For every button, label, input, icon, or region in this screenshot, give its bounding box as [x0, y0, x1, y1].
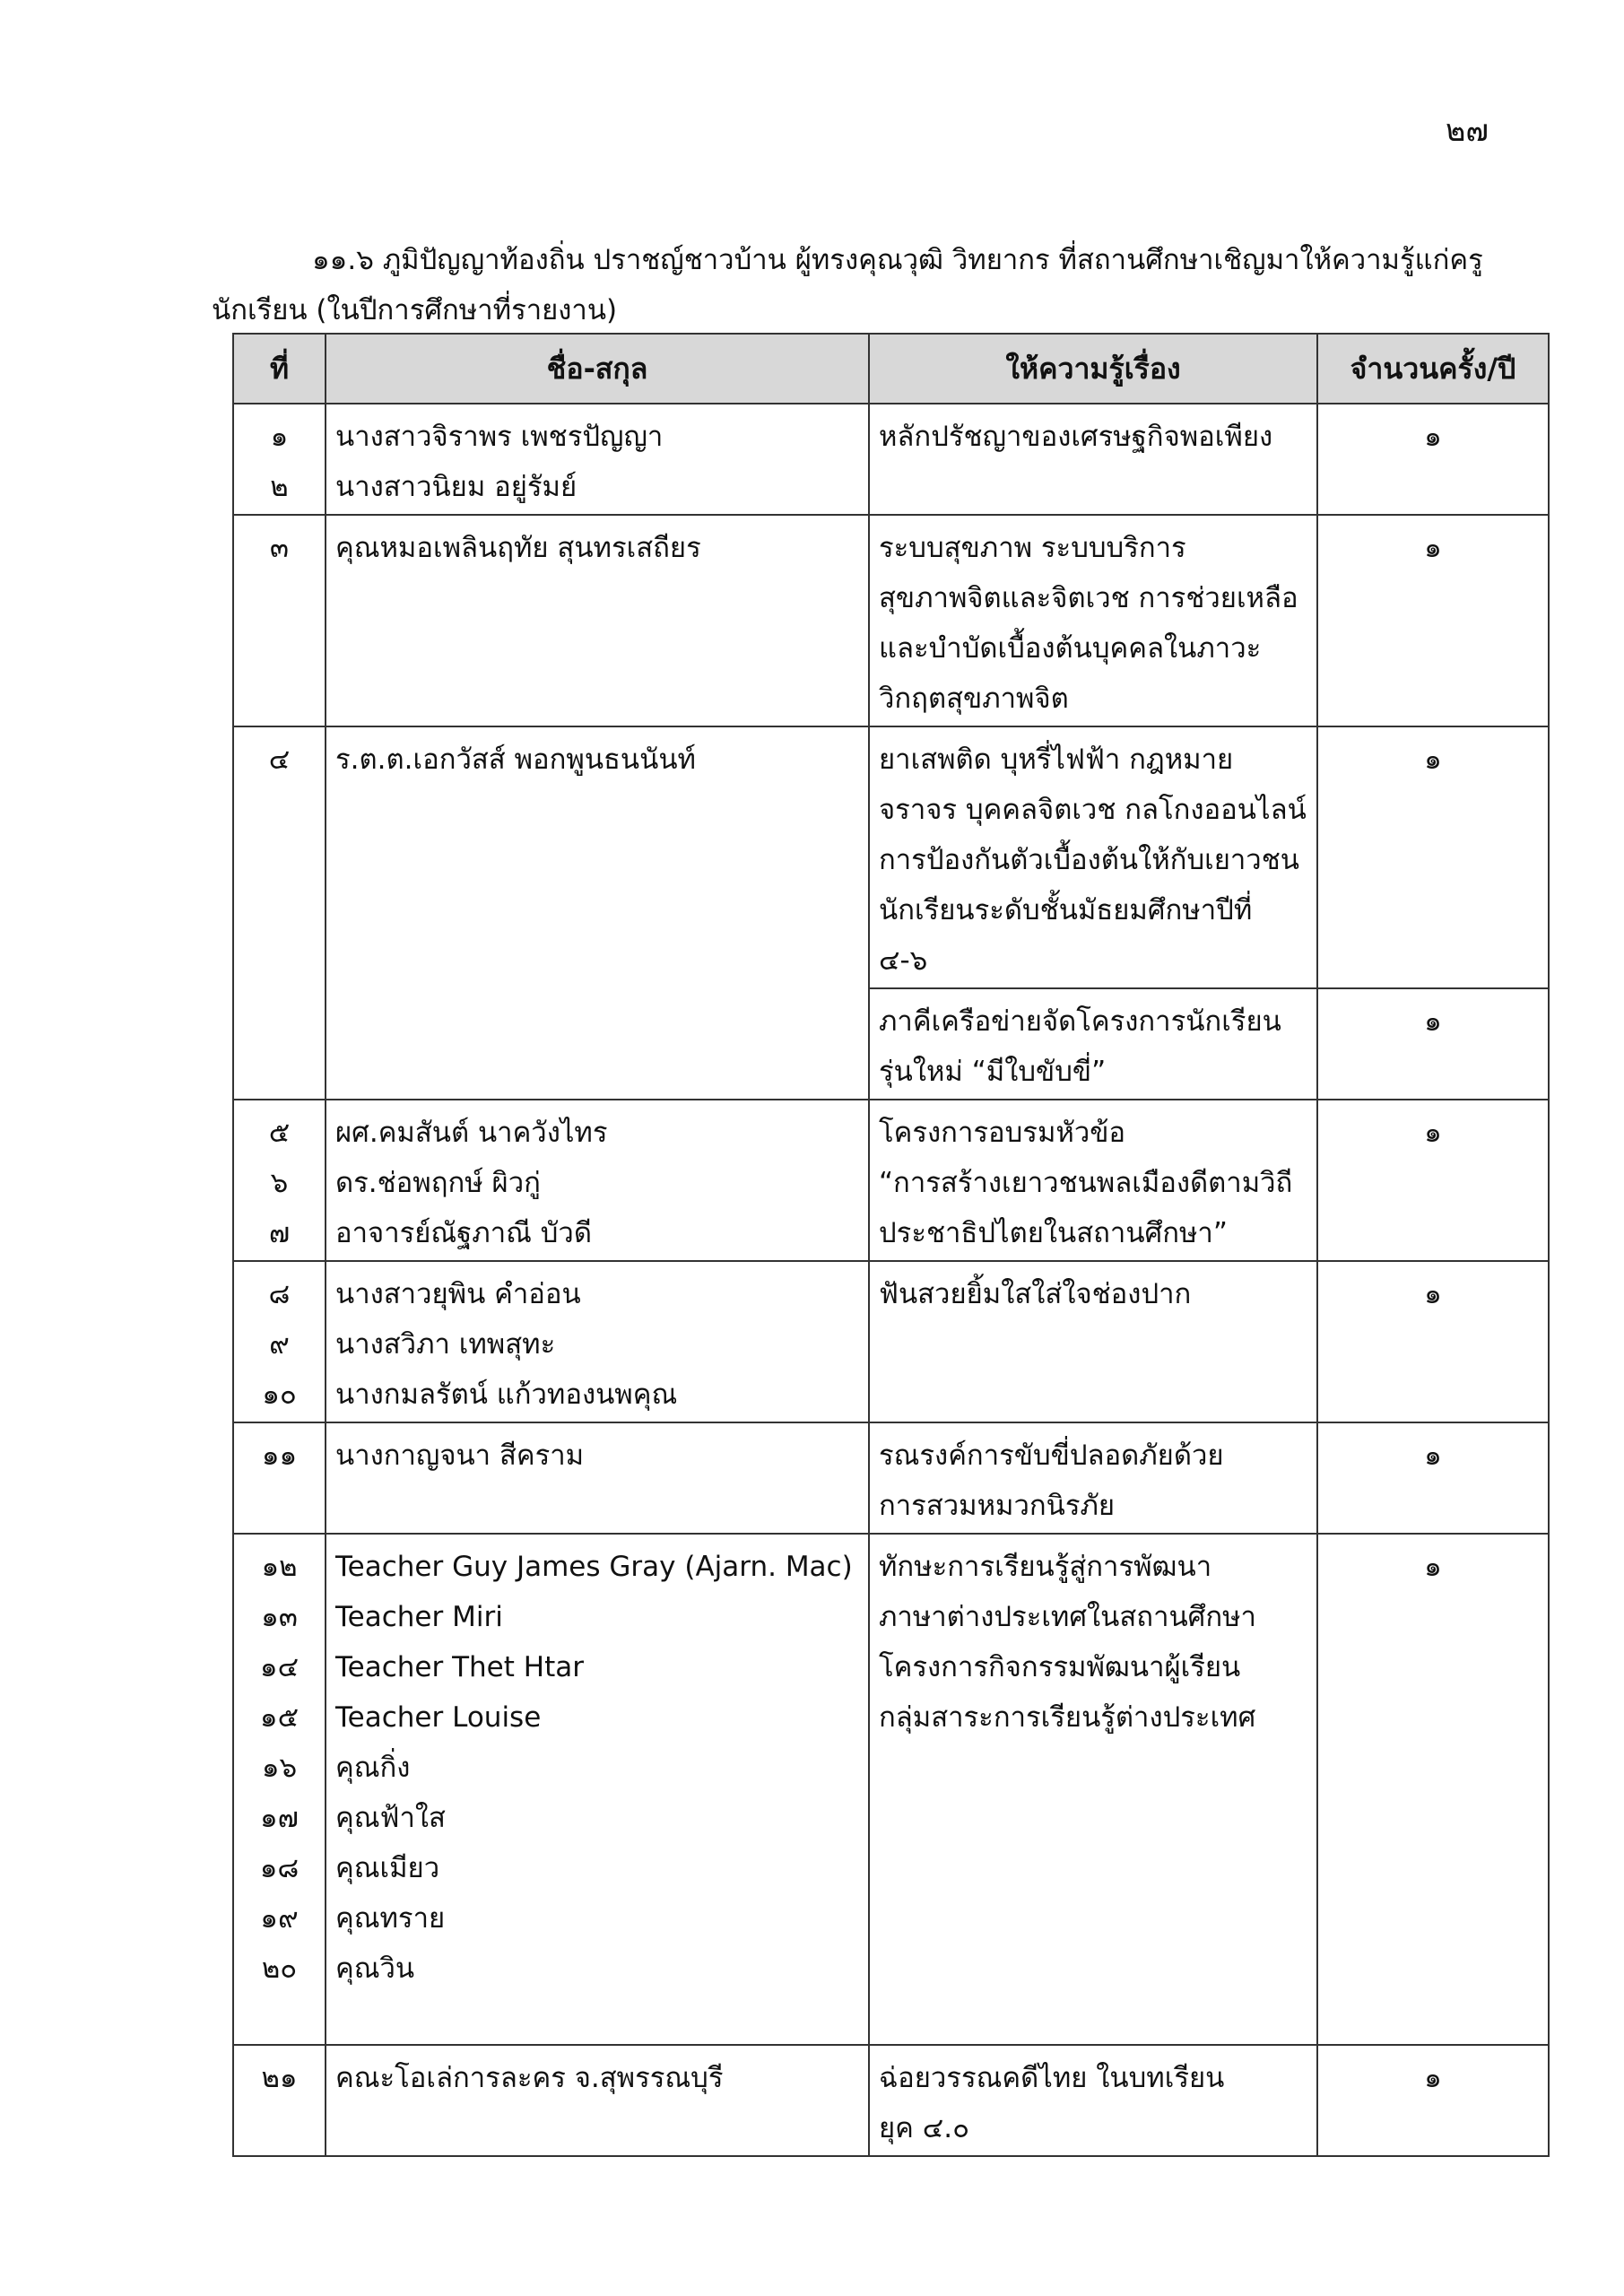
row-names — [326, 1422, 869, 1534]
row-number: ๑๔ — [259, 1651, 300, 1683]
person-name: นางสาวยุพิน คำอ่อน — [335, 1278, 581, 1310]
row-topic — [869, 1534, 1317, 2045]
row-numbers — [233, 1100, 326, 1261]
row-numbers — [233, 1261, 326, 1422]
table-row — [233, 1100, 1549, 1261]
row-number: ๓ — [269, 532, 290, 564]
table-row — [233, 1534, 1549, 2045]
topic-line: ยุค ๔.๐ — [879, 2112, 969, 2144]
row-count: ๑ — [1317, 1422, 1549, 1534]
person-name: ร.ต.ต.เอกวัสส์ พอกพูนธนนันท์ — [335, 744, 696, 776]
row-number: ๒๐ — [261, 1952, 298, 1985]
row-count: ๑ — [1317, 1261, 1549, 1422]
row-names — [326, 1534, 869, 2045]
row-count: ๑ — [1317, 515, 1549, 726]
row-names — [326, 1100, 869, 1261]
row-numbers — [233, 726, 326, 1100]
topic-line: “การสร้างเยาวชนพลเมืองดีตามวิถี — [879, 1167, 1293, 1199]
table-header-row — [233, 334, 1549, 404]
table-row — [233, 2045, 1549, 2156]
person-name: คุณกิ่ง — [335, 1752, 411, 1784]
row-number: ๕ — [268, 1117, 291, 1149]
intro-line-2: นักเรียน (ในปีการศึกษาที่รายงาน) — [212, 294, 618, 326]
row-number: ๖ — [270, 1167, 289, 1199]
row-number: ๙ — [269, 1328, 290, 1361]
header-no: ที่ — [233, 334, 326, 404]
row-number: ๘ — [268, 1278, 291, 1310]
person-name: คุณฟ้าใส — [335, 1802, 446, 1834]
row-topic — [869, 2045, 1317, 2156]
row-number: ๑๒ — [261, 1551, 298, 1583]
person-name: คุณหมอเพลินฤทัย สุนทรเสถียร — [335, 532, 701, 564]
row-number: ๑๗ — [260, 1802, 299, 1834]
row-numbers — [233, 404, 326, 515]
page-number: ๒๗ — [1446, 113, 1489, 149]
topic-line: ๔-๖ — [879, 944, 928, 977]
speakers-table — [232, 333, 1550, 2157]
topic-line: วิกฤตสุขภาพจิต — [879, 683, 1069, 715]
row-number: ๑๓ — [261, 1601, 298, 1633]
person-name: นางสวิภา เทพสุทะ — [335, 1328, 556, 1361]
table-row — [233, 515, 1549, 726]
table-row — [233, 726, 1549, 988]
topic-line: ประชาธิปไตยในสถานศึกษา” — [879, 1217, 1228, 1249]
person-name: คุณทราย — [335, 1902, 446, 1935]
row-topic — [869, 1261, 1317, 1422]
row-names — [326, 404, 869, 515]
topic-line: และบำบัดเบื้องต้นบุคคลในภาวะ — [879, 632, 1262, 665]
topic-line: รณรงค์การขับขี่ปลอดภัยด้วย — [879, 1439, 1224, 1472]
person-name: Teacher Guy James Gray (Ajarn. Mac) — [335, 1551, 853, 1583]
row-names — [326, 726, 869, 1100]
row-topic — [869, 988, 1317, 1100]
row-number: ๒ — [270, 471, 289, 503]
topic-line: รุ่นใหม่ “มีใบขับขี่” — [879, 1056, 1107, 1088]
person-name: คุณเมียว — [335, 1852, 440, 1884]
person-name: อาจารย์ณัฐภาณี บัวดี — [335, 1217, 592, 1249]
row-number: ๒๑ — [261, 2062, 298, 2094]
topic-line: กลุ่มสาระการเรียนรู้ต่างประเทศ — [879, 1701, 1256, 1734]
row-names — [326, 515, 869, 726]
person-name: Teacher Louise — [335, 1701, 542, 1734]
person-name: Teacher Miri — [335, 1601, 503, 1633]
header-count: จำนวนครั้ง/ปี — [1317, 334, 1549, 404]
person-name: คุณวิน — [335, 1952, 415, 1985]
table-body — [233, 404, 1549, 2156]
person-name: คณะโอเล่การละคร จ.สุพรรณบุรี — [335, 2062, 724, 2094]
table-row — [233, 1261, 1549, 1422]
person-name: นางกมลรัตน์ แก้วทองนพคุณ — [335, 1378, 678, 1411]
row-count: ๑ — [1317, 1534, 1549, 2045]
row-numbers — [233, 1534, 326, 2045]
row-number: ๑๕ — [259, 1701, 300, 1734]
row-numbers — [233, 515, 326, 726]
row-number: ๑๑ — [261, 1439, 298, 1472]
topic-line: ฉ่อยวรรณคดีไทย ในบทเรียน — [879, 2062, 1225, 2094]
topic-line: โครงการกิจกรรมพัฒนาผู้เรียน — [879, 1651, 1241, 1683]
intro-line-1: ๑๑.๖ ภูมิปัญญาท้องถิ่น ปราชญ์ชาวบ้าน ผู้ทรงคุณวุฒิ วิทยากร ที่สถานศึกษาเชิญมาให้ความรู้แก่ครู — [312, 244, 1483, 276]
row-numbers — [233, 2045, 326, 2156]
person-name: นางกาญจนา สีคราม — [335, 1439, 585, 1472]
topic-line: ภาคีเครือข่ายจัดโครงการนักเรียน — [879, 1005, 1281, 1038]
row-count: ๑ — [1317, 1100, 1549, 1261]
topic-line: นักเรียนระดับชั้นมัธยมศึกษาปีที่ — [879, 894, 1253, 926]
topic-line: ระบบสุขภาพ ระบบบริการ — [879, 532, 1186, 564]
row-topic — [869, 515, 1317, 726]
topic-line: ทักษะการเรียนรู้สู่การพัฒนา — [879, 1551, 1212, 1583]
person-name: ผศ.คมสันต์ นาควังไทร — [335, 1117, 608, 1149]
row-number: ๑๙ — [260, 1902, 299, 1935]
row-number: ๑ — [270, 421, 289, 453]
topic-line: ภาษาต่างประเทศในสถานศึกษา — [879, 1601, 1256, 1633]
person-name: นางสาวจิราพร เพชรปัญญา — [335, 421, 664, 453]
row-count: ๑ — [1317, 726, 1549, 988]
table-row — [233, 404, 1549, 515]
topic-line: สุขภาพจิตและจิตเวช การช่วยเหลือ — [879, 582, 1298, 614]
topic-line: หลักปรัชญาของเศรษฐกิจพอเพียง — [879, 421, 1273, 453]
topic-line: ฟันสวยยิ้มใสใส่ใจช่องปาก — [879, 1278, 1192, 1310]
row-names — [326, 2045, 869, 2156]
row-count: ๑ — [1317, 404, 1549, 515]
row-topic — [869, 1100, 1317, 1261]
row-topic — [869, 726, 1317, 988]
row-count: ๑ — [1317, 988, 1549, 1100]
table-row — [233, 1422, 1549, 1534]
topic-line: โครงการอบรมหัวข้อ — [879, 1117, 1126, 1149]
row-number: ๑๖ — [261, 1752, 298, 1784]
row-number: ๑๘ — [259, 1852, 300, 1884]
row-names — [326, 1261, 869, 1422]
section-intro — [212, 235, 1483, 335]
topic-line: การป้องกันตัวเบื้องต้นให้กับเยาวชน — [879, 844, 1299, 876]
person-name: นางสาวนิยม อยู่รัมย์ — [335, 471, 578, 503]
topic-line: การสวมหมวกนิรภัย — [879, 1490, 1116, 1522]
row-number: ๗ — [268, 1217, 291, 1249]
person-name: ดร.ช่อพฤกษ์ ผิวกู่ — [335, 1167, 541, 1199]
row-numbers — [233, 1422, 326, 1534]
row-topic — [869, 1422, 1317, 1534]
header-topic: ให้ความรู้เรื่อง — [869, 334, 1317, 404]
header-name: ชื่อ-สกุล — [326, 334, 869, 404]
row-topic — [869, 404, 1317, 515]
person-name: Teacher Thet Htar — [335, 1651, 584, 1683]
row-count: ๑ — [1317, 2045, 1549, 2156]
topic-line: ยาเสพติด บุหรี่ไฟฟ้า กฎหมาย — [879, 744, 1234, 776]
row-number: ๔ — [268, 744, 291, 776]
topic-line: จราจร บุคคลจิตเวช กลโกงออนไลน์ — [879, 794, 1307, 826]
row-number: ๑๐ — [262, 1378, 297, 1411]
